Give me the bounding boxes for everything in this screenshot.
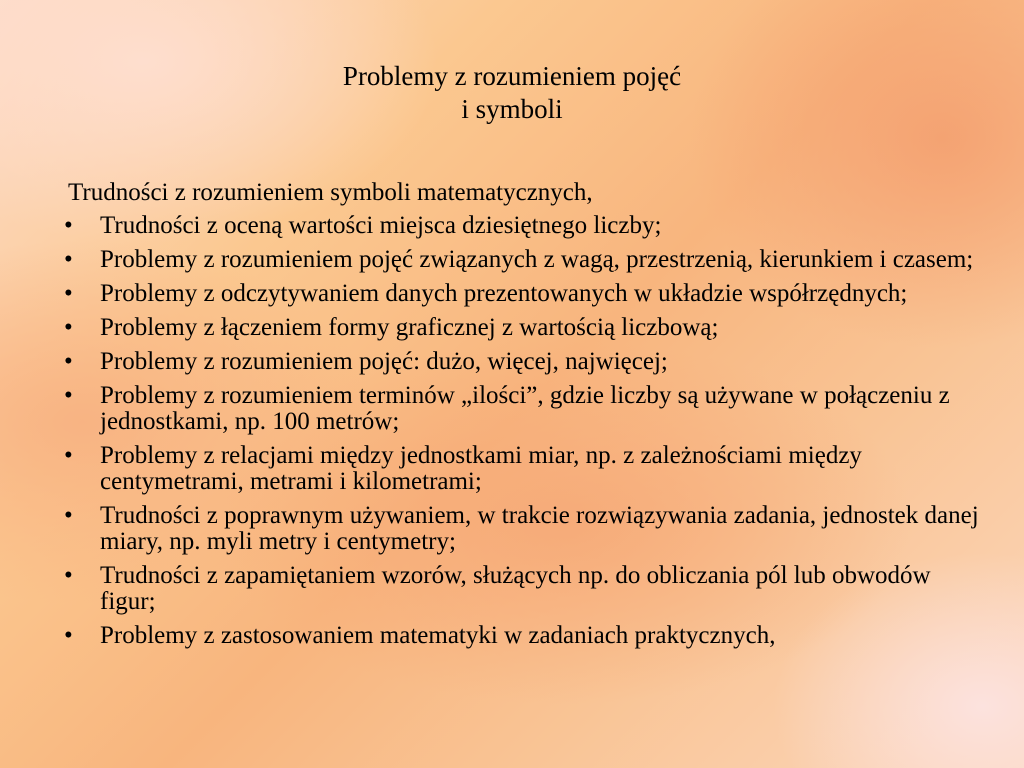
bullet-icon: • (64, 348, 73, 375)
bullet-icon: • (64, 442, 73, 469)
bullet-icon: • (64, 314, 73, 341)
list-item (62, 315, 982, 341)
bullet-list (62, 213, 982, 649)
slide-title (0, 60, 1024, 126)
bullet-icon: • (64, 562, 73, 589)
slide-title-line-1: Problemy z rozumieniem pojęć (342, 61, 682, 91)
list-item-text: Problemy z odczytywaniem danych prezentowanych w układzie współrzędnych; (100, 280, 908, 307)
intro-text: Trudności z rozumieniem symboli matematycznych, (68, 179, 593, 206)
list-item (62, 443, 982, 495)
bullet-icon: • (64, 212, 73, 239)
list-item-text: Trudności z zapamiętaniem wzorów, służących np. do obliczania pól lub obwodów figur; (100, 562, 931, 615)
list-item-text: Trudności z oceną wartości miejsca dziesiętnego liczby; (100, 212, 662, 239)
list-item (62, 503, 982, 555)
list-item-text: Problemy z rozumieniem pojęć: dużo, więcej, najwięcej; (100, 348, 668, 375)
list-item (62, 383, 982, 435)
slide-content (62, 180, 982, 657)
list-item-text: Problemy z rozumieniem terminów „ilości”, gdzie liczby są używane w połączeniu z jednostkami, np. 100 metrów; (100, 382, 950, 435)
bullet-icon: • (64, 280, 73, 307)
slide-title-line-2: i symboli (461, 94, 563, 124)
list-item-text: Problemy z rozumieniem pojęć związanych z wagą, przestrzenią, kierunkiem i czasem; (100, 246, 974, 273)
list-item-text: Problemy z łączeniem formy graficznej z wartością liczbową; (100, 314, 719, 341)
list-item (62, 247, 982, 273)
list-item (62, 563, 982, 615)
list-item (62, 213, 982, 239)
bullet-icon: • (64, 502, 73, 529)
bullet-icon: • (64, 246, 73, 273)
bullet-icon: • (64, 382, 73, 409)
list-item-text: Problemy z zastosowaniem matematyki w zadaniach praktycznych, (100, 622, 776, 649)
list-item (62, 281, 982, 307)
list-item-text: Trudności z poprawnym używaniem, w trakcie rozwiązywania zadania, jednostek danej miary, np. myli metry i centymetry; (100, 502, 979, 555)
bullet-icon: • (64, 622, 73, 649)
list-item-text: Problemy z relacjami między jednostkami miar, np. z zależnościami między centymetrami, metrami i kilometrami; (100, 442, 862, 495)
list-item (62, 349, 982, 375)
list-item (62, 623, 982, 649)
